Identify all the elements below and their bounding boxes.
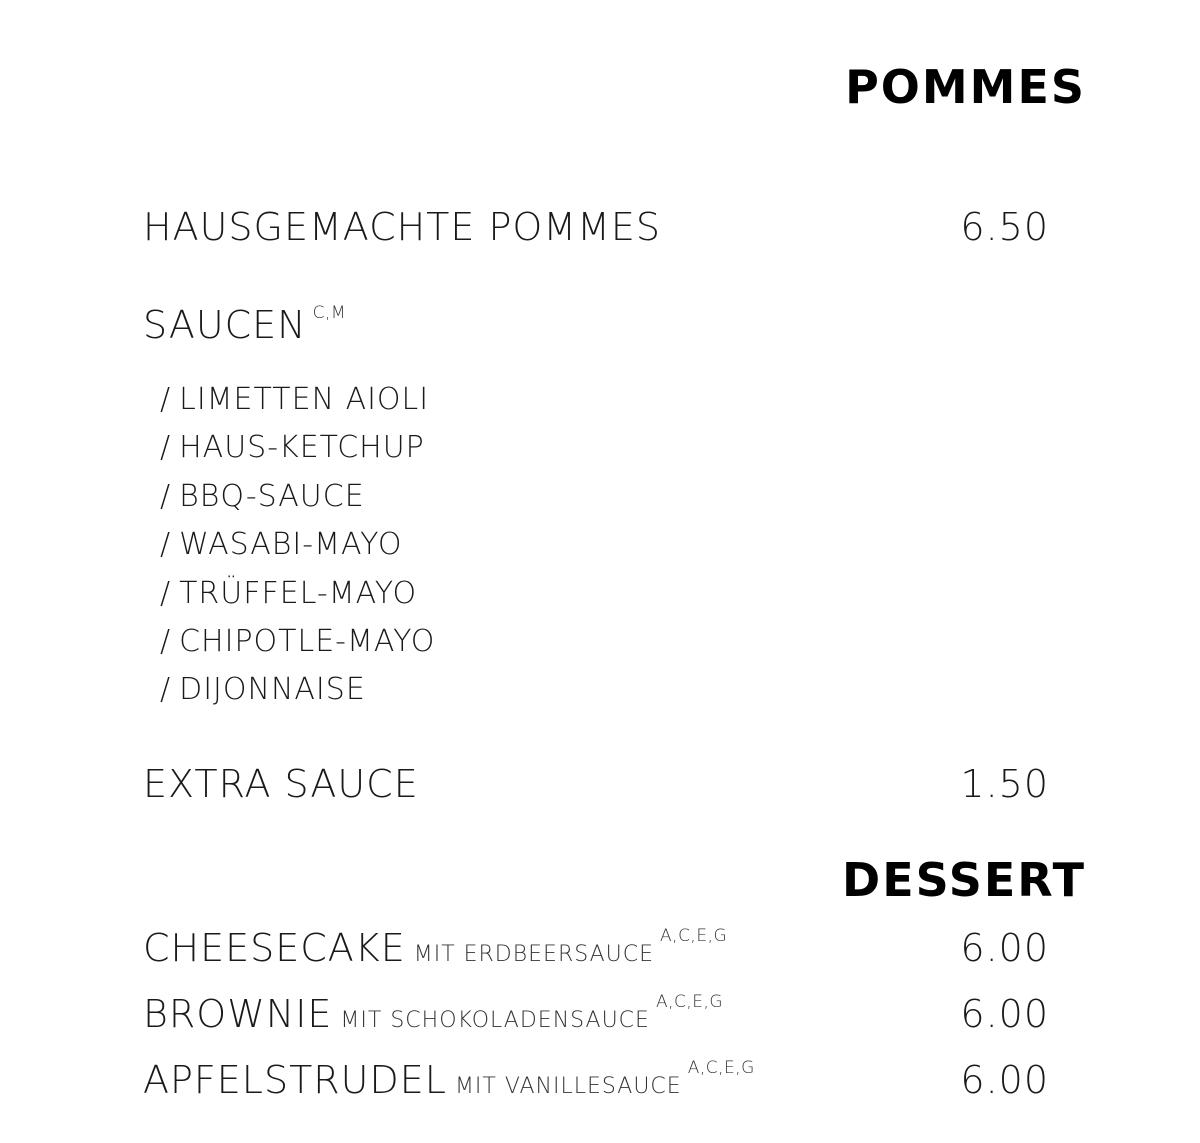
menu-item-brownie	[143, 992, 1049, 1036]
list-item	[160, 477, 435, 525]
pommes-heading: POMMES	[845, 60, 1086, 114]
item-description: MIT SCHOKOLADENSAUCE	[340, 1008, 650, 1033]
allergen-codes: A,C,E,G	[660, 926, 728, 946]
item-name-wrapper	[143, 926, 728, 970]
separator-slash: /	[160, 382, 172, 417]
list-item	[160, 574, 435, 622]
sauce-name: WASABI-MAYO	[179, 527, 403, 563]
separator-slash: /	[160, 430, 172, 466]
menu-item-hausgemachte-pommes	[143, 205, 1049, 249]
allergen-codes: C,M	[312, 303, 347, 323]
item-name-wrapper	[143, 1058, 755, 1102]
sauce-name: LIMETTEN AIOLI	[179, 382, 430, 417]
item-name-wrapper	[143, 992, 724, 1036]
allergen-codes: A,C,E,G	[655, 992, 724, 1012]
sauce-name: TRÜFFEL-MAYO	[179, 575, 418, 611]
item-name: EXTRA SAUCE	[143, 762, 419, 806]
separator-slash: /	[160, 527, 172, 563]
item-name: BROWNIE	[143, 992, 333, 1036]
menu-item-extra-sauce	[143, 762, 1049, 806]
list-item	[160, 428, 435, 476]
item-name: HAUSGEMACHTE POMMES	[143, 205, 662, 249]
sauce-name: CHIPOTLE-MAYO	[179, 623, 436, 659]
separator-slash: /	[160, 575, 172, 611]
list-item	[160, 525, 435, 573]
list-item	[160, 622, 435, 670]
item-name: SAUCEN	[143, 303, 307, 347]
menu-item-cheesecake	[143, 926, 1049, 970]
item-name: APFELSTRUDEL	[143, 1058, 447, 1102]
item-name-wrapper	[143, 303, 347, 347]
sauce-name: DIJONNAISE	[179, 672, 366, 708]
dessert-heading: DESSERT	[842, 853, 1086, 907]
item-price: 1.50	[960, 762, 1049, 806]
separator-slash: /	[160, 672, 172, 708]
sauce-name: HAUS-KETCHUP	[179, 430, 425, 466]
list-item	[160, 670, 435, 718]
sauce-list	[160, 380, 435, 719]
menu-item-saucen	[143, 303, 1049, 347]
separator-slash: /	[160, 478, 172, 514]
item-description: MIT VANILLESAUCE	[454, 1074, 682, 1099]
separator-slash: /	[160, 623, 172, 659]
menu-item-apfelstrudel	[143, 1058, 1049, 1102]
item-price: 6.00	[960, 1058, 1049, 1102]
item-price: 6.00	[960, 926, 1049, 970]
item-description: MIT ERDBEERSAUCE	[413, 942, 655, 967]
list-item	[160, 380, 435, 428]
item-name: CHEESECAKE	[143, 926, 406, 970]
item-price: 6.00	[960, 992, 1049, 1036]
sauce-name: BBQ-SAUCE	[179, 478, 365, 514]
item-price: 6.50	[960, 205, 1049, 249]
allergen-codes: A,C,E,G	[687, 1058, 755, 1078]
